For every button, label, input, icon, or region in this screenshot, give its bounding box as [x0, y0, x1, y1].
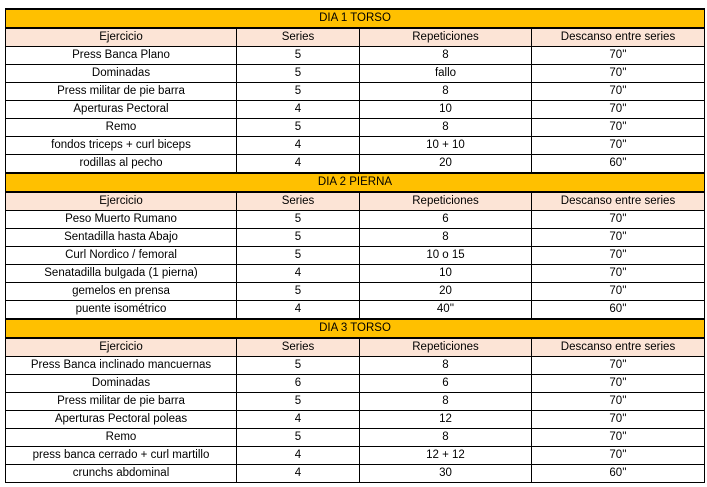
exercise-cell[interactable]: Aperturas Pectoral — [6, 101, 237, 119]
table-row — [6, 83, 705, 101]
rest-cell[interactable]: 70'' — [532, 229, 705, 247]
exercise-cell[interactable]: Dominadas — [6, 375, 237, 393]
rest-column-header[interactable]: Descanso entre series — [532, 338, 705, 357]
reps-cell[interactable]: 12 + 12 — [360, 447, 532, 465]
table-row — [6, 393, 705, 411]
reps-cell[interactable]: 8 — [360, 47, 532, 65]
exercise-cell[interactable]: Press militar de pie barra — [6, 393, 237, 411]
table-row — [6, 47, 705, 65]
table-row — [6, 375, 705, 393]
series-column-header[interactable]: Series — [237, 192, 360, 211]
rest-cell[interactable]: 70'' — [532, 393, 705, 411]
day-header-row — [6, 319, 705, 338]
series-cell[interactable]: 4 — [237, 301, 360, 320]
rest-cell[interactable]: 70'' — [532, 137, 705, 155]
table-row — [6, 429, 705, 447]
reps-column-header[interactable]: Repeticiones — [360, 192, 532, 211]
rest-cell[interactable]: 70'' — [532, 65, 705, 83]
rest-cell[interactable]: 70'' — [532, 83, 705, 101]
rest-cell[interactable]: 60'' — [532, 155, 705, 174]
rest-cell[interactable]: 70'' — [532, 247, 705, 265]
series-cell[interactable]: 5 — [237, 65, 360, 83]
rest-cell[interactable]: 70'' — [532, 47, 705, 65]
series-cell[interactable]: 4 — [237, 265, 360, 283]
reps-cell[interactable]: 20 — [360, 155, 532, 174]
rest-cell[interactable]: 70'' — [532, 447, 705, 465]
reps-column-header[interactable]: Repeticiones — [360, 28, 532, 47]
day-title[interactable]: DIA 2 PIERNA — [6, 173, 705, 192]
exercise-cell[interactable]: Remo — [6, 429, 237, 447]
exercise-column-header[interactable]: Ejercicio — [6, 192, 237, 211]
series-cell[interactable]: 4 — [237, 155, 360, 174]
reps-column-header[interactable]: Repeticiones — [360, 338, 532, 357]
series-cell[interactable]: 4 — [237, 411, 360, 429]
rest-column-header[interactable]: Descanso entre series — [532, 28, 705, 47]
series-cell[interactable]: 4 — [237, 101, 360, 119]
exercise-cell[interactable]: crunchs abdominal — [6, 465, 237, 483]
reps-cell[interactable]: 6 — [360, 375, 532, 393]
reps-cell[interactable]: 10 + 10 — [360, 137, 532, 155]
reps-cell[interactable]: 30 — [360, 465, 532, 483]
table-row — [6, 119, 705, 137]
reps-cell[interactable]: 8 — [360, 357, 532, 375]
series-cell[interactable]: 5 — [237, 429, 360, 447]
table-row — [6, 301, 705, 320]
series-column-header[interactable]: Series — [237, 338, 360, 357]
series-column-header[interactable]: Series — [237, 28, 360, 47]
column-header-row — [6, 28, 705, 47]
reps-cell[interactable]: 12 — [360, 411, 532, 429]
exercise-cell[interactable]: Press Banca Plano — [6, 47, 237, 65]
series-cell[interactable]: 5 — [237, 47, 360, 65]
workout-table — [5, 8, 705, 483]
exercise-column-header[interactable]: Ejercicio — [6, 28, 237, 47]
day-title[interactable]: DIA 3 TORSO — [6, 319, 705, 338]
rest-cell[interactable]: 70'' — [532, 119, 705, 137]
series-cell[interactable]: 5 — [237, 393, 360, 411]
reps-cell[interactable]: 8 — [360, 83, 532, 101]
reps-cell[interactable]: 6 — [360, 211, 532, 229]
column-header-row — [6, 338, 705, 357]
series-cell[interactable]: 4 — [237, 447, 360, 465]
rest-cell[interactable]: 70'' — [532, 265, 705, 283]
table-row — [6, 465, 705, 483]
table-row — [6, 229, 705, 247]
series-cell[interactable]: 4 — [237, 465, 360, 483]
exercise-cell[interactable]: Dominadas — [6, 65, 237, 83]
series-cell[interactable]: 5 — [237, 357, 360, 375]
series-cell[interactable]: 4 — [237, 137, 360, 155]
table-row — [6, 447, 705, 465]
table-row — [6, 265, 705, 283]
series-cell[interactable]: 6 — [237, 375, 360, 393]
exercise-cell[interactable]: Press Banca inclinado mancuernas — [6, 357, 237, 375]
series-cell[interactable]: 5 — [237, 229, 360, 247]
series-cell[interactable]: 5 — [237, 83, 360, 101]
exercise-cell[interactable]: Curl Nordico / femoral — [6, 247, 237, 265]
reps-cell[interactable]: 8 — [360, 119, 532, 137]
table-row — [6, 101, 705, 119]
table-row — [6, 411, 705, 429]
day-title[interactable]: DIA 1 TORSO — [6, 9, 705, 28]
exercise-cell[interactable]: fondos triceps + curl biceps — [6, 137, 237, 155]
table-row — [6, 137, 705, 155]
reps-cell[interactable]: 40'' — [360, 301, 532, 320]
exercise-column-header[interactable]: Ejercicio — [6, 338, 237, 357]
rest-cell[interactable]: 70'' — [532, 375, 705, 393]
rest-column-header[interactable]: Descanso entre series — [532, 192, 705, 211]
reps-cell[interactable]: 10 o 15 — [360, 247, 532, 265]
reps-cell[interactable]: 10 — [360, 265, 532, 283]
exercise-cell[interactable]: Remo — [6, 119, 237, 137]
rest-cell[interactable]: 70'' — [532, 101, 705, 119]
table-row — [6, 247, 705, 265]
exercise-cell[interactable]: Sentadilla hasta Abajo — [6, 229, 237, 247]
table-row — [6, 357, 705, 375]
rest-cell[interactable]: 70'' — [532, 211, 705, 229]
reps-cell[interactable]: 10 — [360, 101, 532, 119]
rest-cell[interactable]: 70'' — [532, 283, 705, 301]
reps-cell[interactable]: 8 — [360, 393, 532, 411]
exercise-cell[interactable]: press banca cerrado + curl martillo — [6, 447, 237, 465]
reps-cell[interactable]: 20 — [360, 283, 532, 301]
rest-cell[interactable]: 70'' — [532, 411, 705, 429]
day-header-row — [6, 9, 705, 28]
exercise-cell[interactable]: gemelos en prensa — [6, 283, 237, 301]
exercise-cell[interactable]: rodillas al pecho — [6, 155, 237, 174]
rest-cell[interactable]: 60'' — [532, 465, 705, 483]
exercise-cell[interactable]: Press militar de pie barra — [6, 83, 237, 101]
rest-cell[interactable]: 60'' — [532, 301, 705, 320]
exercise-cell[interactable]: Peso Muerto Rumano — [6, 211, 237, 229]
reps-cell[interactable]: 8 — [360, 429, 532, 447]
table-row — [6, 65, 705, 83]
rest-cell[interactable]: 70'' — [532, 357, 705, 375]
table-row — [6, 211, 705, 229]
reps-cell[interactable]: 8 — [360, 229, 532, 247]
series-cell[interactable]: 5 — [237, 119, 360, 137]
rest-cell[interactable]: 70'' — [532, 429, 705, 447]
exercise-cell[interactable]: puente isométrico — [6, 301, 237, 320]
reps-cell[interactable]: fallo — [360, 65, 532, 83]
table-row — [6, 155, 705, 174]
column-header-row — [6, 192, 705, 211]
exercise-cell[interactable]: Senatadilla bulgada (1 pierna) — [6, 265, 237, 283]
exercise-cell[interactable]: Aperturas Pectoral poleas — [6, 411, 237, 429]
series-cell[interactable]: 5 — [237, 283, 360, 301]
table-row — [6, 283, 705, 301]
series-cell[interactable]: 5 — [237, 247, 360, 265]
day-header-row — [6, 173, 705, 192]
series-cell[interactable]: 5 — [237, 211, 360, 229]
